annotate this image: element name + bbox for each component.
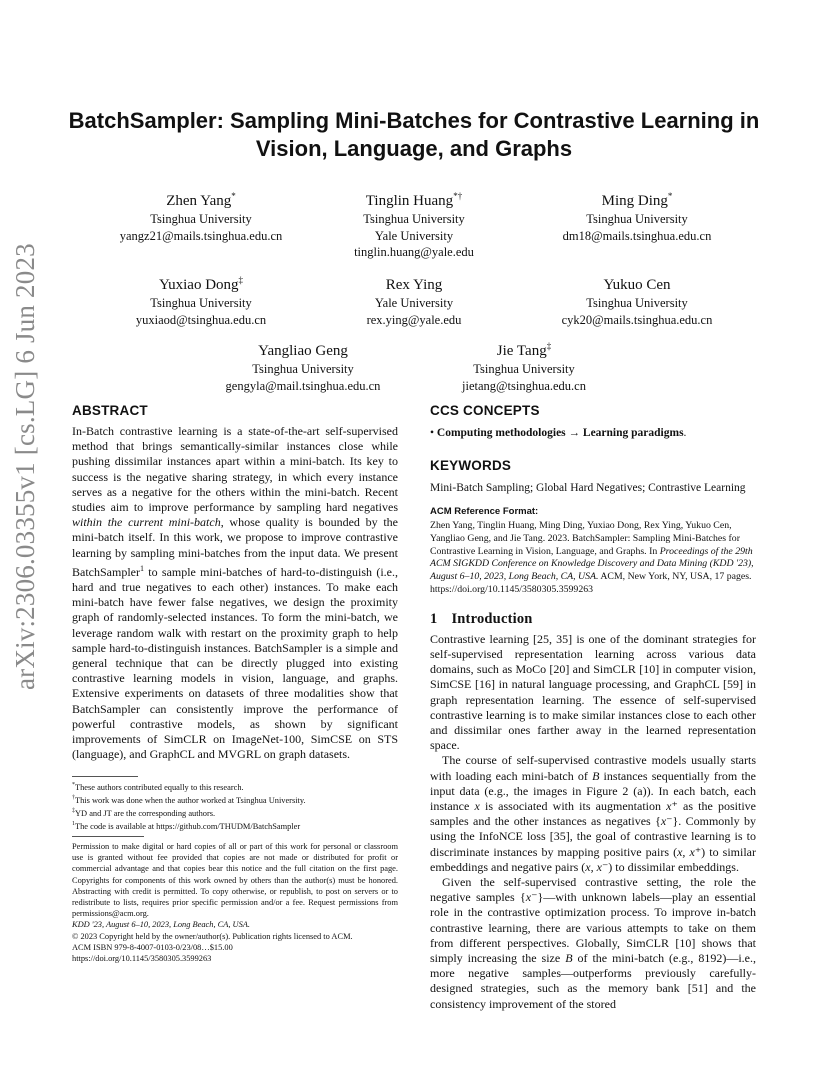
author-mark: ‡ [546, 341, 552, 351]
abstract-heading: ABSTRACT [72, 403, 148, 418]
footnote: *These authors contributed equally to this research. [72, 782, 244, 793]
author-block [91, 276, 311, 328]
author-email: gengyla@mail.tsinghua.edu.cn [225, 378, 381, 393]
left-column [72, 402, 398, 832]
author-email: yangz21@mails.tsinghua.edu.cn [119, 228, 283, 243]
ccs-heading: CCS CONCEPTS [430, 403, 540, 418]
intro-paragraph: The course of self-supervised contrastive models usually starts with loading each mini-batch of B instances sequentially from the input data (e.g., the images in Figure 2 (a)). In each batch, each instance x is associated with its augmentation x⁺ as the positive samples and the other instances as negatives {x⁻}. Commonly by using the InfoNCE loss [35], the goal of contrastive learning is to discriminate instances by mapping positive pairs (x, x⁺) to similar embeddings and negative pairs (x, x⁻) to dissimilar embeddings. [430, 753, 756, 874]
reference-format-heading: ACM Reference Format: [430, 506, 539, 517]
intro-paragraph: Contrastive learning [25, 35] is one of the dominant strategies for self-supervised representation learning across various data domains, such as MoCo [20] and SimCLR [10] in computer vision, SimCSE [16] in natural language processing, and GraphCL [59] in graph representation learning. The essence of self-supervised contrastive learning is to make similar instances close to each other and dissimilar ones farther away in the learned representation space. [430, 631, 756, 753]
author-name: Ming Ding [601, 193, 668, 209]
author-name: Tinglin Huang [365, 193, 454, 209]
intro-heading: 1 Introduction [430, 610, 533, 627]
author-block [193, 342, 413, 394]
ccs-concepts: • Computing methodologies → Learning paradigms. [430, 427, 687, 439]
paper-title: BatchSampler: Sampling Mini-Batches for Contrastive Learning in Vision, Language, and Graphs [68, 108, 760, 161]
author-name: Yuxiao Dong [158, 277, 239, 293]
author-block [304, 192, 524, 261]
author-affiliation: Tsinghua University [586, 212, 688, 226]
author-affiliation: Tsinghua University [150, 212, 252, 226]
permission-notice: Permission to make digital or hard copies of all or part of this work for personal or classroom use is granted without fee provided that copies are not made or distributed for profit or commercial advantage and that copies bear this notice and the full citation on the first page. Copyrights for components of this work owned by others than the author(s) must be honored. Abstracting with credit is permitted. To copy otherwise, or republish, to post on servers or to redistribute to lists, requires prior specific permission and/or a fee. Request permissions from permissions@acm.org. [72, 842, 398, 919]
author-block [91, 192, 311, 244]
footnotes [72, 780, 398, 832]
copyright-line: © 2023 Copyright held by the owner/author(s). Publication rights licensed to ACM. [72, 931, 353, 941]
author-name: Yukuo Cen [603, 277, 671, 293]
author-mark: * [231, 191, 236, 201]
author-affiliation: Tsinghua University [363, 212, 465, 226]
author-email: tinglin.huang@yale.edu [354, 245, 474, 259]
keywords-text: Mini-Batch Sampling; Global Hard Negatives; Contrastive Learning [430, 482, 746, 494]
footnote: ‡YD and JT are the corresponding authors. [72, 808, 216, 819]
abstract-text: In-Batch contrastive learning is a state-of-the-art self-supervised method that brings semantically-similar instances close while pushing dissimilar instances apart within a mini-batch. Its key to success is the negative sharing strategy, in which every instance serves as a negative for the others within the mini-batch. Recent studies aim to improve performance by sampling hard negatives within the current mini-batch, whose quality is bounded by the mini-batch itself. In this work, we propose to improve contrastive learning by sampling mini-batches from the input data. We present BatchSampler$^1$ to sample mini-batches of hard-to-distinguish (i.e., hard and true negatives to each other) instances. To make each mini-batch have fewer false negatives, we design the proximity graph of randomly-selected instances. To form the mini-batch, we leverage random walk with restart on the proximity graph to help sample hard-to-distinguish instances. BatchSampler is a simple and general technique that can be directly plugged into existing contrastive learning models in vision, language, and graphs. Extensive experiments on datasets of three modalities show that BatchSampler can consistently improve the performance of powerful contrastive models, as shown by significant improvements of SimCLR on ImageNet-100, SimCSE on STS (language), and GraphCL and MVGRL on graph datasets. [72, 424, 398, 762]
footnote: $^1$The code is available at https://github.com/THUDM/BatchSampler [72, 821, 301, 832]
author-block [304, 276, 524, 328]
author-affiliation-secondary: Yale University [374, 228, 454, 243]
arxiv-identifier: arXiv:2306.03355v1 [cs.LG] 6 Jun 2023 [10, 243, 40, 690]
author-affiliation: Tsinghua University [150, 296, 252, 310]
keywords-heading: KEYWORDS [430, 458, 512, 473]
author-affiliation: Tsinghua University [586, 296, 688, 310]
footnote-divider [72, 776, 138, 777]
author-email: yuxiaod@tsinghua.edu.cn [135, 312, 267, 327]
right-column [430, 402, 756, 1012]
author-email: jietang@tsinghua.edu.cn [462, 378, 586, 393]
author-block [414, 342, 634, 394]
isbn-line: ACM ISBN 979-8-4007-0103-0/23/08…$15.00 [72, 942, 233, 952]
venue-line: KDD '23, August 6–10, 2023, Long Beach, CA, USA. [72, 920, 250, 930]
author-email: rex.ying@yale.edu [366, 312, 462, 327]
author-block [527, 192, 747, 244]
intro-paragraph: Given the self-supervised contrastive setting, the role the negative samples {x⁻}—with unknown labels—play an essential role in the contrastive optimization process. To improve in-batch contrastive learning, there are various attempts to take on them from different perspectives. Globally, SimCLR [10] shows that simply increasing the size B of the mini-batch (e.g., 8192)—i.e., more negative samples—outperforms previously carefully-designed strategies, such as the memory bank [51] and the consistency improvement of the stored [430, 875, 756, 1011]
doi-line: https://doi.org/10.1145/3580305.3599263 [72, 954, 212, 964]
author-block [527, 276, 747, 328]
author-affiliation: Yale University [374, 296, 454, 310]
author-mark: ‡ [238, 275, 244, 285]
reference-format-text: Zhen Yang, Tinglin Huang, Ming Ding, Yuxiao Dong, Rex Ying, Yukuo Cen, Yangliao Geng, and Jie Tang. 2023. BatchSampler: Sampling Mini-Batches for Contrastive Learning in Vision, Language, and Graphs. In Proceedings of the 29th ACM SIGKDD Conference on Knowledge Discovery and Data Mining (KDD '23), August 6–10, 2023, Long Beach, CA, USA. ACM, New York, NY, USA, 17 pages. https://doi.org/10.1145/3580305.3599263 [430, 520, 754, 595]
author-name: Zhen Yang [166, 193, 232, 209]
author-name: Jie Tang [496, 343, 547, 359]
author-email: cyk20@mails.tsinghua.edu.cn [561, 312, 713, 327]
author-name: Rex Ying [385, 277, 443, 293]
author-email: dm18@mails.tsinghua.edu.cn [562, 228, 712, 243]
author-mark: *† [453, 191, 463, 201]
permission-divider [72, 836, 144, 837]
author-affiliation: Tsinghua University [252, 362, 354, 376]
author-name: Yangliao Geng [258, 343, 348, 359]
footnote: †This work was done when the author worked at Tsinghua University. [72, 795, 306, 806]
permission-block [72, 836, 398, 964]
author-affiliation: Tsinghua University [473, 362, 575, 376]
author-mark: * [667, 191, 673, 201]
